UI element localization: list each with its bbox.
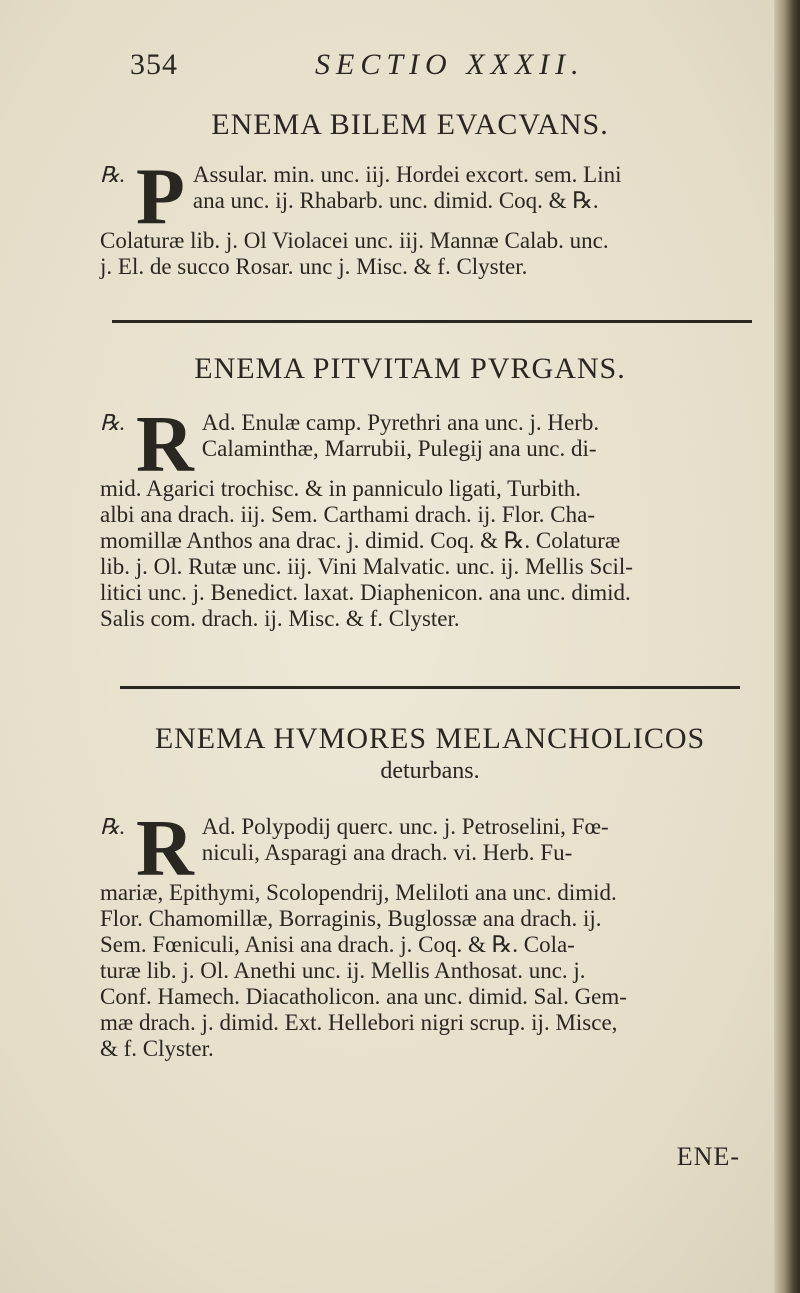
recipe-1-heading: ENEMA BILEM EVACVANS. [211,108,609,141]
text-line: litici unc. j. Benedict. laxat. Diaphenicon. ana unc. dimid. [100,580,631,605]
text-line: Assular. min. unc. iij. Hordei excort. sem. Lini [192,162,622,187]
page-number: 354 [130,48,178,81]
text-line: & f. Clyster. [100,1036,214,1061]
catchword: ENE- [676,1142,740,1171]
text-line: mæ drach. j. dimid. Ext. Hellebori nigri scrup. ij. Misce, [100,1010,618,1035]
divider-rule [112,320,752,323]
drop-cap: P [136,153,185,241]
text-line: Ad. Enulæ camp. Pyrethri ana unc. j. Herb. [201,410,600,435]
text-line: momillæ Anthos ana drac. j. dimid. Coq. & ℞. Colaturæ [100,528,621,553]
drop-cap: R [136,401,194,489]
text-line: ana unc. ij. Rhabarb. unc. dimid. Coq. & ℞. [192,188,599,213]
text-line: Salis com. drach. ij. Misc. & f. Clyster. [100,606,460,631]
recipe-3-subheading: deturbans. [380,758,480,784]
text-line: Calaminthæ, Marrubii, Pulegij ana unc. di- [201,436,597,461]
text-line: Ad. Polypodij querc. unc. j. Petroselini, Fœ- [201,814,609,839]
drop-cap: R [136,805,194,893]
recipe-3-heading: ENEMA HVMORES MELANCHOLICOS [154,722,706,755]
text-line: Colaturæ lib. j. Ol Violacei unc. iij. Mannæ Calab. unc. [100,228,609,253]
text-line: albi ana drach. iij. Sem. Carthami drach. ij. Flor. Cha- [100,502,596,527]
recipe-symbol: ℞. [100,814,126,839]
text-line: turæ lib. j. Ol. Anethi unc. ij. Mellis Anthosat. unc. j. [100,958,586,983]
text-line: Conf. Hamech. Diacatholicon. ana unc. dimid. Sal. Gem- [100,984,627,1009]
recipe-2-heading: ENEMA PITVITAM PVRGANS. [194,352,626,385]
text-line: niculi, Asparagi ana drach. vi. Herb. Fu- [201,840,573,865]
recipe-1-text [100,153,762,280]
recipe-symbol: ℞. [100,410,126,435]
recipe-2-text [100,401,762,632]
text-line: lib. j. Ol. Rutæ unc. iij. Vini Malvatic. unc. ij. Mellis Scil- [100,554,633,579]
book-binding-shadow [774,0,800,1293]
text-line: j. El. de succo Rosar. unc j. Misc. & f. Clyster. [100,254,528,279]
divider-rule [120,686,740,689]
recipe-symbol: ℞. [100,162,126,187]
recipe-3-text [100,805,762,1062]
text-line: mid. Agarici trochisc. & in panniculo ligati, Turbith. [100,476,582,501]
running-head [130,48,650,88]
text-line: Flor. Chamomillæ, Borraginis, Buglossæ ana drach. ij. [100,906,602,931]
text-line: Sem. Fœniculi, Anisi ana drach. j. Coq. & ℞. Cola- [100,932,575,957]
section-title: SECTIO XXXII. [315,48,585,81]
text-line: mariæ, Epithymi, Scolopendrij, Meliloti ana unc. dimid. [100,880,617,905]
